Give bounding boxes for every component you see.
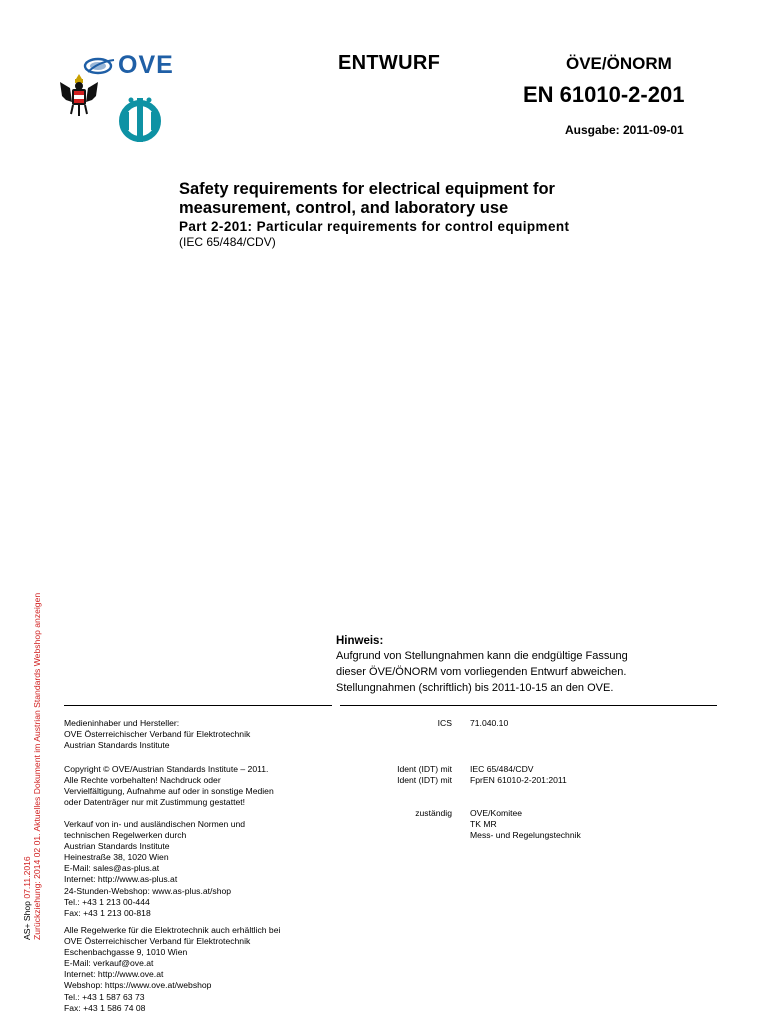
issue-date: Ausgabe: 2011-09-01 — [565, 123, 684, 137]
publisher-block — [64, 718, 334, 751]
ident-label: Ident (IDT) mit — [397, 775, 452, 785]
sales-line: technischen Regelwerken durch — [64, 830, 187, 841]
ident-value: FprEN 61010-2-201:2011 — [470, 775, 567, 785]
shop-date: 07.11.2016 — [22, 856, 32, 899]
title-line-1: Safety requirements for electrical equipment for — [179, 180, 555, 198]
copyright-block — [64, 764, 334, 808]
document-reference: (IEC 65/484/CDV) — [179, 235, 276, 249]
sales-fax: Fax: +43 1 213 00-818 — [64, 907, 151, 918]
divider-right — [340, 705, 717, 706]
ove-sales-line: Eschenbachgasse 9, 1010 Wien — [64, 947, 188, 958]
ove-sales-line: OVE Österreichischer Verband für Elektrotechnik — [64, 936, 251, 947]
note-line: Stellungnahmen (schriftlich) bis 2011-10-15 an den OVE. — [336, 682, 614, 694]
document-subtitle: Part 2-201: Particular requirements for control equipment — [179, 219, 570, 234]
sales-block — [64, 819, 334, 919]
responsible-line: OVE/Komitee — [470, 808, 523, 818]
on-logo-text — [114, 96, 115, 97]
austrian-eagle-emblem — [58, 72, 100, 118]
publisher-line: OVE Österreichischer Verband für Elektrotechnik — [64, 729, 251, 740]
copyright-line: Alle Rechte vorbehalten! Nachdruck oder — [64, 775, 221, 786]
ove-logo-text: OVE — [118, 51, 174, 79]
note-line: Aufgrund von Stellungnahmen kann die endgültige Fassung — [336, 650, 628, 662]
responsible-block — [470, 808, 581, 841]
ove-sales-phone: Tel.: +43 1 587 63 73 — [64, 991, 145, 1002]
ove-sales-email[interactable]: E-Mail: verkauf@ove.at — [64, 958, 154, 969]
title-line-2: measurement, control, and laboratory use — [179, 199, 509, 217]
ident-label: Ident (IDT) mit — [397, 764, 452, 774]
ove-sales-line: Alle Regelwerke für die Elektrotechnik auch erhältlich bei — [64, 925, 281, 935]
ics-value: 71.040.10 — [470, 718, 509, 728]
sales-website[interactable]: Internet: http://www.as-plus.at — [64, 874, 178, 885]
responsible-label: zuständig — [415, 808, 452, 818]
shop-label: AS+ Shop — [22, 901, 32, 940]
note-heading: Hinweis: — [336, 635, 384, 647]
responsible-line: Mess- und Regelungstechnik — [470, 830, 581, 841]
copyright-line: oder Datenträger nur mit Zustimmung gestattet! — [64, 797, 246, 808]
sales-phone: Tel.: +43 1 213 00-444 — [64, 896, 150, 907]
sales-email[interactable]: E-Mail: sales@as-plus.at — [64, 863, 160, 874]
norm-number: EN 61010-2-201 — [523, 82, 685, 107]
sales-line: Heinestraße 38, 1020 Wien — [64, 852, 169, 863]
withdrawal-notice[interactable]: Zurückziehung: 2014 02 01. Aktuelles Dokument im Austrian Standards Webshop anzeigen — [32, 592, 42, 940]
sales-line: Verkauf von in- und ausländischen Normen und — [64, 819, 246, 829]
ove-sales-website[interactable]: Internet: http://www.ove.at — [64, 969, 164, 980]
shop-watermark-note — [22, 593, 42, 940]
ics-label: ICS — [437, 718, 452, 728]
norm-type: ÖVE/ÖNORM — [566, 54, 672, 73]
ove-sales-webshop[interactable]: Webshop: https://www.ove.at/webshop — [64, 980, 212, 991]
sales-line: Austrian Standards Institute — [64, 841, 170, 852]
copyright-line: Vervielfältigung, Aufnahme auf oder in sonstige Medien — [64, 786, 274, 797]
responsible-line: TK MR — [470, 819, 497, 830]
document-title — [179, 180, 639, 218]
draft-label: ENTWURF — [338, 52, 441, 74]
ident-value: IEC 65/484/CDV — [470, 764, 534, 774]
publisher-line: Austrian Standards Institute — [64, 740, 170, 751]
ove-sales-block — [64, 925, 334, 1014]
on-logo — [114, 96, 168, 144]
publisher-line: Medieninhaber und Hersteller: — [64, 718, 180, 728]
divider-left — [64, 705, 332, 706]
note-line: dieser ÖVE/ÖNORM vom vorliegenden Entwurf abweichen. — [336, 666, 627, 678]
copyright-line: Copyright © OVE/Austrian Standards Institute – 2011. — [64, 764, 269, 774]
ove-sales-fax: Fax: +43 1 586 74 08 — [64, 1002, 146, 1013]
sales-webshop[interactable]: 24-Stunden-Webshop: www.as-plus.at/shop — [64, 885, 232, 896]
